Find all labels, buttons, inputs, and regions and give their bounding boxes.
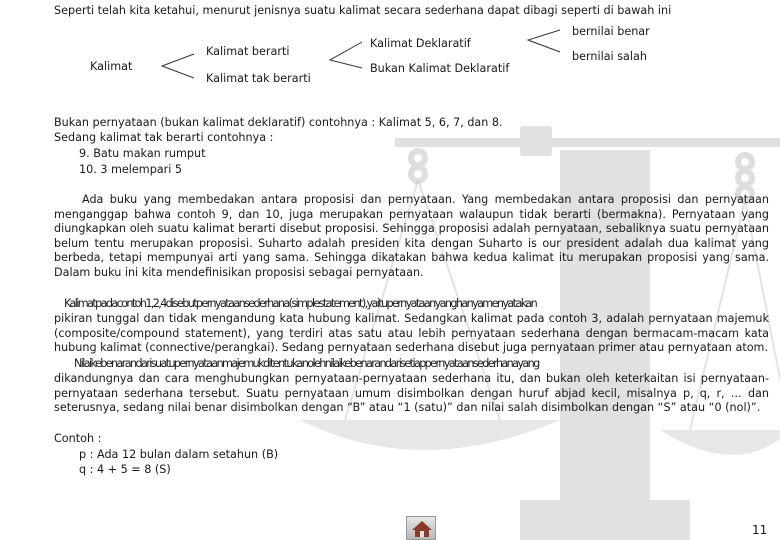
example-9: 9. Batu makan rumput [79, 147, 206, 160]
contoh-label: Contoh : [54, 432, 102, 445]
diagram-deklaratif: Kalimat Deklaratif [370, 37, 471, 50]
intro-text: Seperti telah kita ketahui, menurut jenisnya suatu kalimat secara sederhana dapat dibagi seperti di bawah ini [54, 4, 672, 17]
home-icon [411, 520, 433, 538]
branch-bracket-2 [326, 40, 366, 70]
paragraph-nilai [54, 372, 769, 416]
paragraph-nilai-text: dikandungnya dan cara menghubungkan pernyataan-pernyataan sederhana itu, dan bukan oleh keterkaitan isi pernyataan-pernyataan sederhana tersebut. Suatu pernyataan umum disimbolkan dengan huruf abjad kecil, misalnya p, q, r, … dan seterusnya, sedang nilai benar disimbolkan dengan “B” atau “1 (satu)” dan nilai salah disimbolkan dengan “S” atau “0 (nol)”. [54, 372, 769, 415]
paragraph-sederhana-text: pikiran tunggal dan tidak mengandung kata hubung kalimat. Sedangkan kalimat pada contoh 3, adalah pernyataan majemuk (composite/compound statement), yang terdiri atas satu atau lebih pernyataan sederhana dengan bermacam-macam kata hubung kalimat (connective/perangkai). Sedang pernyataan sederhana disebut juga pernyataan primer atau pernyataan atom. [54, 312, 769, 355]
example-10: 10. 3 melempari 5 [79, 163, 183, 176]
page-number: 11 [752, 523, 768, 537]
diagram-bukan-deklaratif: Bukan Kalimat Deklaratif [370, 62, 510, 75]
paragraph-proposisi-text: Ada buku yang membedakan antara proposisi dan pernyataan. Yang membedakan antara proposisi dan pernyataan menganggap bahwa contoh 9, dan 10, juga merupakan pernyataan walaupun tidak berarti (bermakna). Pernyataan yang diungkapkan oleh suatu kalimat berarti disebut proposisi. Sehingga proposisi adalah pernyataan, sebaliknya suatu pernyataan belum tentu merupakan proposisi. Suharto adalah presiden kita dengan Suharto is our president adalah dua kalimat yang berbeda, tetapi mempunyai arti yang sama. Sehingga dikatakan bahwa kedua kalimat itu merupakan proposisi yang sama. Dalam buku ini kita mendefinisikan proposisi sebagai pernyataan. [54, 193, 769, 279]
contoh-p: p : Ada 12 bulan dalam setahun (B) [79, 448, 279, 461]
paragraph-sederhana-first-line: Kalimat pada contoh 1, 2, 4 disebut pernyataan sederhana (simple statement), yaitu pernyataan yang hanya menyatakan [64, 297, 537, 310]
branch-bracket-3 [524, 28, 564, 54]
tak-berarti-line: Sedang kalimat tak berarti contohnya : [54, 131, 274, 144]
home-button[interactable] [406, 516, 436, 540]
diagram-salah: bernilai salah [572, 50, 647, 63]
diagram-tak-berarti: Kalimat tak berarti [206, 72, 311, 85]
diagram-root: Kalimat [90, 60, 133, 73]
paragraph-proposisi [54, 193, 769, 281]
branch-bracket-1 [158, 52, 198, 80]
paragraph-nilai-first-line: Nilai kebenaran dari suatu pernyataan majemuk ditentukan oleh nilai kebenaran dari setiap pernyataan sederhana yang [74, 357, 539, 370]
diagram-benar: bernilai benar [572, 25, 650, 38]
bukan-pernyataan-line: Bukan pernyataan (bukan kalimat deklaratif) contohnya : Kalimat 5, 6, 7, dan 8. [54, 116, 503, 129]
contoh-q: q : 4 + 5 = 8 (S) [79, 463, 171, 476]
diagram-berarti: Kalimat berarti [206, 45, 290, 58]
paragraph-sederhana [54, 312, 769, 356]
